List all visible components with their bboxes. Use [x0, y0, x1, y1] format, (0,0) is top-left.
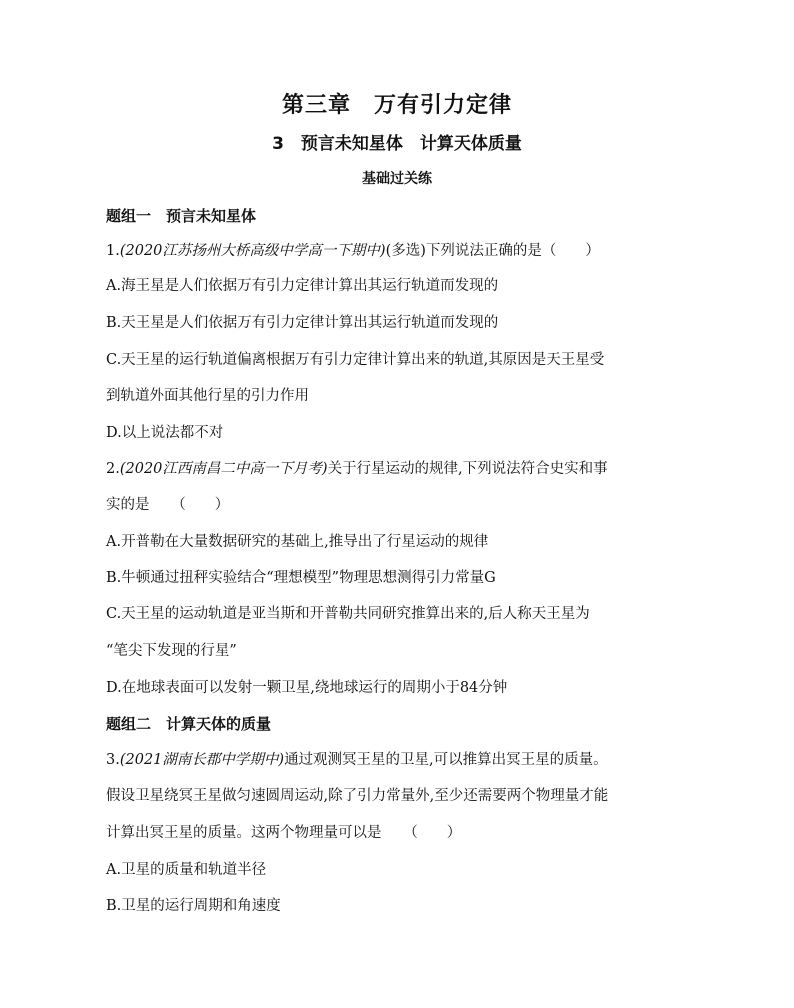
question-3-option-a: A.卫星的质量和轨道半径 [106, 862, 267, 878]
question-number: 3. [106, 752, 120, 768]
question-1-option-a: A.海王星是人们依据万有引力定律计算出其运行轨道而发现的 [106, 278, 499, 294]
question-3-stem [106, 750, 608, 770]
question-2-option-a: A.开普勒在大量数据研究的基础上,推导出了行星运动的规律 [106, 534, 489, 550]
question-2-option-b: B.牛顿通过扭秤实验结合“理想模型”物理思想测得引力常量G [106, 570, 496, 586]
question-2-option-c-cont: “笔尖下发现的行星” [106, 643, 237, 659]
group-heading-1: 题组一 预言未知星体 [106, 207, 257, 225]
lesson-title: 3 预言未知星体 计算天体质量 [272, 134, 522, 154]
question-2-stem-cont: 实的是 （ ） [106, 497, 230, 513]
question-source: (2020江苏扬州大桥高级中学高一下期中) [119, 243, 386, 259]
question-2-stem [106, 459, 608, 479]
question-3-option-b: B.卫星的运行周期和角速度 [106, 898, 281, 914]
question-source: (2020江西南昌二中高一下月考) [119, 461, 328, 477]
question-2-option-c: C.天王星的运动轨道是亚当斯和开普勒共同研究推算出来的,后人称天王星为 [106, 606, 590, 622]
question-source: (2021湖南长郡中学期中) [119, 752, 285, 768]
question-1-option-c: C.天王星的运行轨道偏离根据万有引力定律计算出来的轨道,其原因是天王星受 [106, 352, 605, 368]
question-3-stem-cont-1: 假设卫星绕冥王星做匀速圆周运动,除了引力常量外,至少还需要两个物理量才能 [106, 788, 609, 804]
question-text: (多选)下列说法正确的是（ ） [385, 243, 600, 259]
question-1-option-b: B.天王星是人们依据万有引力定律计算出其运行轨道而发现的 [106, 315, 499, 331]
question-text: 通过观测冥王星的卫星,可以推算出冥王星的质量。 [284, 752, 608, 768]
chapter-title: 第三章 万有引力定律 [281, 93, 512, 118]
question-1-stem [106, 241, 600, 261]
question-text: 关于行星运动的规律,下列说法符合史实和事 [327, 461, 608, 477]
question-number: 2. [106, 461, 120, 477]
question-2-option-d: D.在地球表面可以发射一颗卫星,绕地球运行的周期小于84分钟 [106, 680, 508, 696]
question-1-option-d: D.以上说法都不对 [106, 425, 224, 441]
question-3-stem-cont-2: 计算出冥王星的质量。这两个物理量可以是 （ ） [106, 825, 462, 841]
question-1-option-c-cont: 到轨道外面其他行星的引力作用 [106, 388, 309, 404]
section-title: 基础过关练 [362, 171, 432, 187]
group-heading-2: 题组二 计算天体的质量 [106, 715, 272, 733]
question-number: 1. [106, 243, 120, 259]
